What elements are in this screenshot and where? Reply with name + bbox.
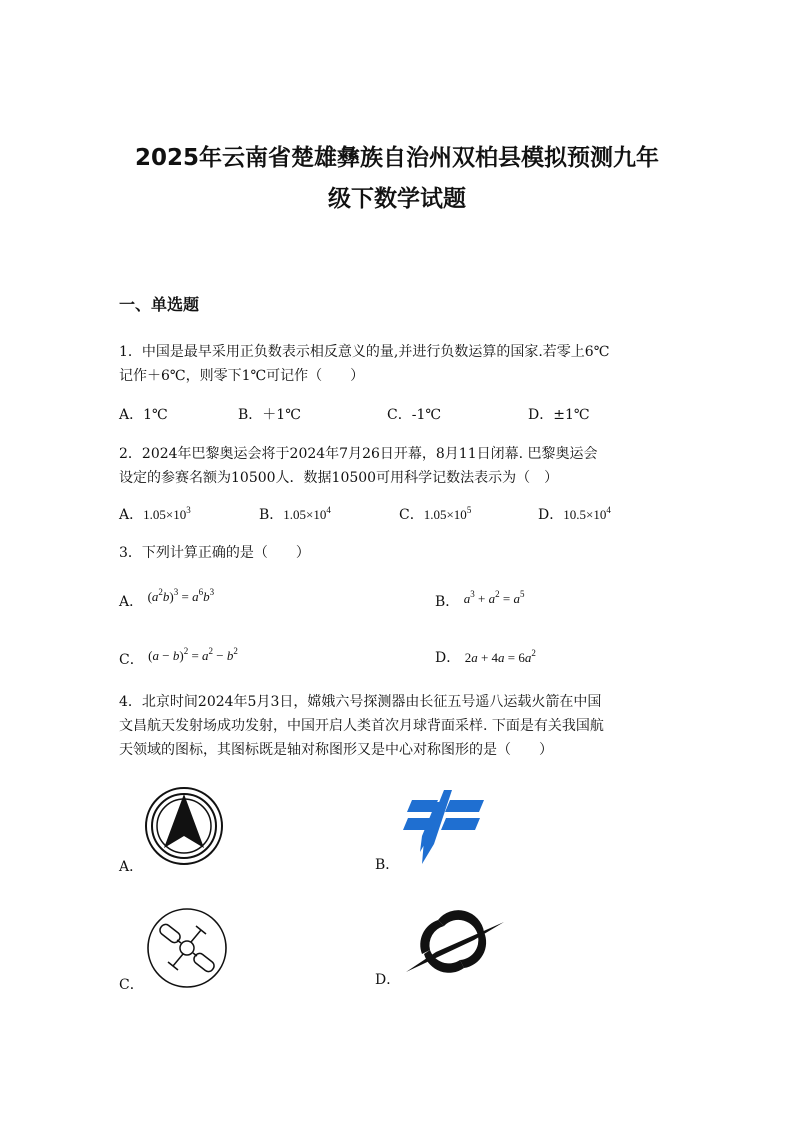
q3-option-a-label: A．	[119, 594, 144, 610]
page-title	[95, 138, 699, 220]
q1-option-b: B．＋1℃	[238, 407, 301, 423]
q2-option-b-label: B．	[259, 507, 284, 523]
q2-option-b-exponent: 4	[326, 505, 331, 515]
q3-option-d	[435, 648, 536, 668]
q1-option-a: A．1℃	[119, 407, 168, 423]
q4-option-c-label: C．	[119, 977, 144, 993]
q2-option-d-exponent: 4	[606, 505, 611, 515]
q2-option-a-exponent: 3	[186, 505, 191, 515]
q1-line-2: 记作＋6℃，则零下1℃可记作（ ）	[119, 368, 365, 384]
q2-option-a-label: A．	[119, 507, 144, 523]
question-1-stem	[119, 340, 684, 388]
q3-option-d-label: D．	[435, 650, 461, 666]
question-2-stem	[119, 442, 684, 490]
q2-option-a	[119, 505, 191, 525]
q3-option-d-formula: $2a + 4a = 6a^2$	[464, 648, 536, 665]
q2-option-d-label: D．	[538, 507, 564, 523]
question-3-stem: 3．下列计算正确的是（ ）	[119, 545, 310, 561]
q3-option-c	[119, 646, 238, 670]
q2-option-d-mantissa: 10.5×10	[563, 507, 607, 522]
q2-option-c	[399, 505, 471, 525]
q3-option-c-label: C．	[119, 652, 144, 668]
q2-option-c-exponent: 5	[466, 505, 472, 515]
q4-line-1: 4．北京时间2024年5月3日，嫦娥六号探测器由长征五号遥八运载火箭在中国	[119, 694, 602, 710]
q3-option-a-formula: $(a^2b)^3 = a^6b^3$	[147, 587, 215, 604]
q3-option-a	[119, 587, 215, 612]
q2-line-1: 2．2024年巴黎奥运会将于2024年7月26日开幕，8月11日闭幕. 巴黎奥运会	[119, 446, 598, 462]
q2-option-d	[538, 505, 611, 525]
orbit-slash-icon	[402, 910, 506, 976]
q2-option-b	[259, 505, 331, 525]
q2-option-b-mantissa: 1.05×10	[283, 507, 327, 522]
q3-option-b	[435, 589, 525, 612]
blue-tilted-logo-icon	[398, 788, 490, 868]
title-line-1: 2025年云南省楚雄彝族自治州双柏县模拟预测九年	[134, 145, 659, 171]
section-heading: 一、单选题	[119, 295, 200, 314]
q4-line-3: 天领域的图标，其图标既是轴对称图形又是中心对称图形的是（ ）	[119, 742, 553, 758]
q1-line-1: 1．中国是最早采用正负数表示相反意义的量,并进行负数运算的国家.若零上6℃	[119, 344, 610, 360]
q4-option-a-label: A．	[119, 859, 144, 875]
q1-option-c: C．-1℃	[387, 407, 442, 423]
question-4-stem	[119, 690, 684, 762]
q1-option-d: D．±1℃	[528, 407, 590, 423]
compass-arrow-icon	[144, 786, 224, 866]
q3-option-b-formula: $a^3 + a^2 = a^5$	[463, 589, 525, 606]
q3-option-c-formula: $(a - b)^2 = a^2 - b^2$	[148, 646, 238, 663]
q4-option-d-label: D．	[375, 972, 401, 988]
q4-option-b-label: B．	[375, 857, 400, 873]
q2-option-c-label: C．	[399, 507, 424, 523]
circle-satellite-icon	[145, 906, 229, 990]
q3-option-b-label: B．	[435, 594, 460, 610]
q2-option-a-mantissa: 1.05×10	[143, 507, 187, 522]
q4-line-2: 文昌航天发射场成功发射，中国开启人类首次月球背面采样. 下面是有关我国航	[119, 718, 604, 734]
title-line-2: 级下数学试题	[328, 186, 466, 212]
q2-line-2: 设定的参赛名额为10500人．数据10500可用科学记数法表示为（ ）	[119, 470, 559, 486]
q2-option-c-mantissa: 1.05×10	[423, 507, 467, 522]
